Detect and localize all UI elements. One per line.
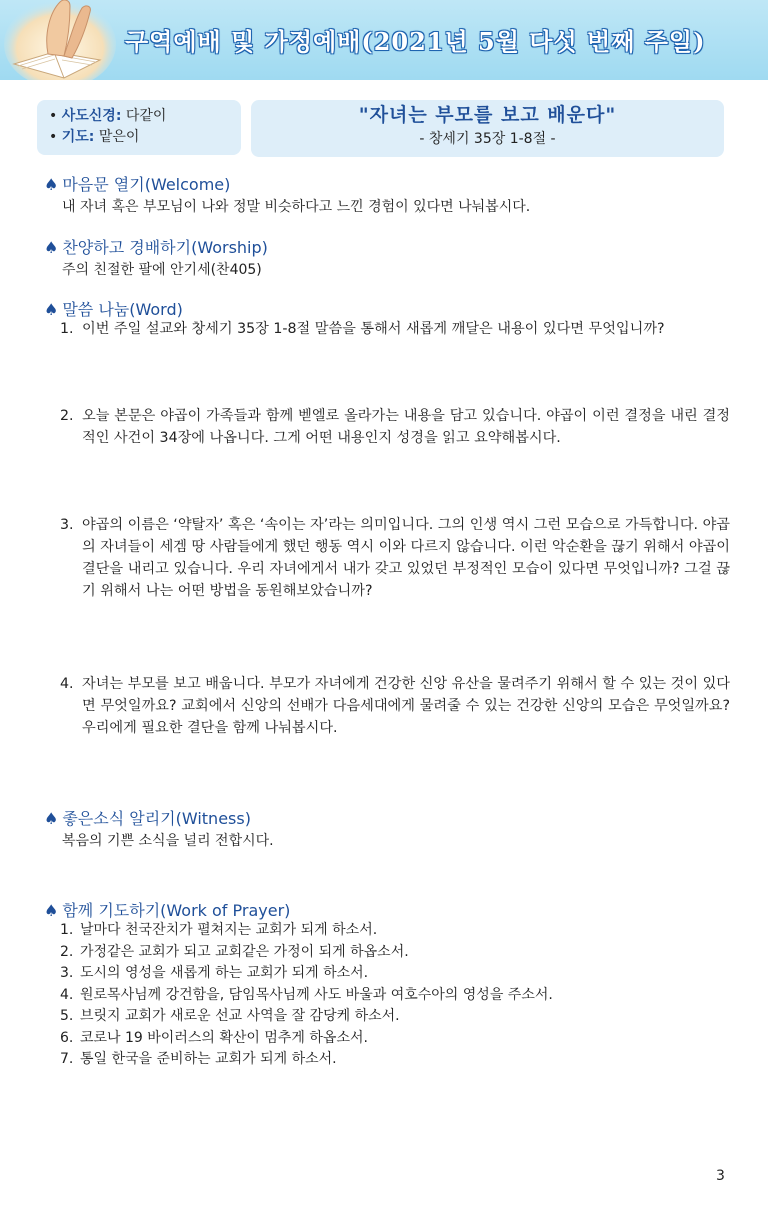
prayer-number: 6. (60, 1029, 74, 1046)
question-item (60, 318, 730, 340)
sermon-title: "자녀는 부모를 보고 배운다" (358, 104, 617, 126)
question-text: 자녀는 부모를 보고 배웁니다. 부모가 자녀에게 건강한 신앙 유산을 물려주기 위해서 할 수 있는 것이 있다면 무엇일까요? 교회에서 신앙의 선배가 다음세대에게 물려줄 수 있는 건강한 신앙의 모습은 무엇일까요? 우리에게 필요한 결단을 함께 나눠봅시다. (82, 676, 730, 736)
question-text: 이번 주일 설교와 창세기 35장 1-8절 말씀을 통해서 새롭게 깨달은 내용이 있다면 무엇입니까? (82, 321, 665, 337)
prayer-item (60, 985, 553, 1007)
prayer-list (60, 920, 553, 1071)
creed-line (49, 106, 241, 127)
header-title: 구역예배 및 가정예배(2021년 5월 다섯 번째 주일) (125, 27, 706, 56)
prayer-item (60, 1049, 553, 1071)
prayer-text: 코로나 19 바이러스의 확산이 멈추게 하옵소서. (80, 1029, 368, 1046)
prayer-text: 도시의 영성을 새롭게 하는 교회가 되게 하소서. (80, 965, 369, 981)
section-heading-text: 찬양하고 경배하기(Worship) (62, 238, 268, 257)
prayer-line (49, 127, 241, 148)
prayer-number: 5. (60, 1008, 74, 1024)
section-heading-prayer (44, 898, 290, 921)
prayer-number: 1. (60, 922, 74, 938)
creed-label: 사도신경: (61, 108, 122, 124)
question-item (60, 405, 730, 449)
page-number: 3 (716, 1168, 725, 1184)
prayer-item (60, 1006, 553, 1028)
question-number: 3. (60, 517, 74, 533)
prayer-number: 7. (60, 1051, 74, 1067)
section-heading-word (44, 297, 183, 320)
question-item (60, 673, 730, 739)
prayer-item (60, 1028, 553, 1050)
list-dot: • (49, 108, 58, 124)
theme-box (251, 100, 724, 157)
praying-hands-bible-icon (4, 0, 116, 80)
section-heading-welcome (44, 172, 230, 195)
prayer-text: 날마다 천국잔치가 펼쳐지는 교회가 되게 하소서. (80, 922, 378, 938)
spade-icon: ♠ (44, 300, 59, 319)
header-band (0, 0, 768, 80)
prayer-text: 브릿지 교회가 새로운 선교 사역을 잘 감당케 하소서. (80, 1008, 400, 1024)
question-text: 야곱의 이름은 ‘약탈자’ 혹은 ‘속이는 자’라는 의미입니다. 그의 인생 역시 그런 모습으로 가득합니다. 야곱의 자녀들이 세겜 땅 사람들에게 했던 행동 역시 이와 다르지 않습니다. 이런 악순환을 끊기 위해서 야곱이 결단을 내리고 있습니다. 우리 자녀에게서 내가 갖고 있었던 부정적인 모습이 있다면 무엇입니까? 그걸 끊기 위해서 나는 어떤 방법을 동원해보았습니까? (82, 517, 730, 599)
section-heading-text: 말씀 나눔(Word) (62, 300, 183, 319)
question-number: 4. (60, 676, 74, 692)
question-number: 2. (60, 408, 74, 424)
prayer-number: 4. (60, 986, 74, 1003)
spade-icon: ♠ (44, 901, 59, 920)
scripture-reference: - 창세기 35장 1-8절 - (419, 131, 556, 147)
prayer-number: 2. (60, 943, 74, 960)
section-heading-text: 마음문 열기(Welcome) (62, 175, 231, 194)
worship-text: 주의 친절한 팔에 안기세(찬405) (62, 262, 262, 278)
question-text: 오늘 본문은 야곱이 가족들과 함께 벧엘로 올라가는 내용을 담고 있습니다. 야곱이 이런 결정을 내린 결정적인 사건이 34장에 나옵니다. 그게 어떤 내용인지 성경을 읽고 요약해봅시다. (82, 408, 730, 446)
prayer-text: 원로목사님께 강건함을, 담임목사님께 사도 바울과 여호수아의 영성을 주소서. (80, 986, 553, 1003)
spade-icon: ♠ (44, 175, 59, 194)
spade-icon: ♠ (44, 238, 59, 257)
list-dot: • (49, 129, 58, 145)
witness-text: 복음의 기쁜 소식을 널리 전합시다. (62, 833, 274, 849)
section-heading-text: 함께 기도하기(Work of Prayer) (62, 901, 291, 920)
section-heading-worship (44, 235, 268, 258)
prayer-item (60, 942, 553, 964)
question-item (60, 514, 730, 602)
spade-icon: ♠ (44, 809, 59, 828)
prayer-number: 3. (60, 965, 74, 981)
prayer-text: 가정같은 교회가 되고 교회같은 가정이 되게 하옵소서. (80, 943, 409, 960)
prayer-label: 기도: (61, 129, 95, 145)
welcome-text: 내 자녀 혹은 부모님이 나와 정말 비슷하다고 느낀 경험이 있다면 나눠봅시다. (62, 199, 531, 215)
prayer-item (60, 963, 553, 985)
creed-value: 다같이 (125, 108, 167, 124)
prayer-value: 맡은이 (98, 129, 140, 145)
prayer-item (60, 920, 553, 942)
prayer-text: 통일 한국을 준비하는 교회가 되게 하소서. (80, 1051, 337, 1067)
info-box (37, 100, 241, 155)
section-heading-text: 좋은소식 알리기(Witness) (62, 809, 251, 828)
question-number: 1. (60, 321, 74, 337)
section-heading-witness (44, 806, 251, 829)
